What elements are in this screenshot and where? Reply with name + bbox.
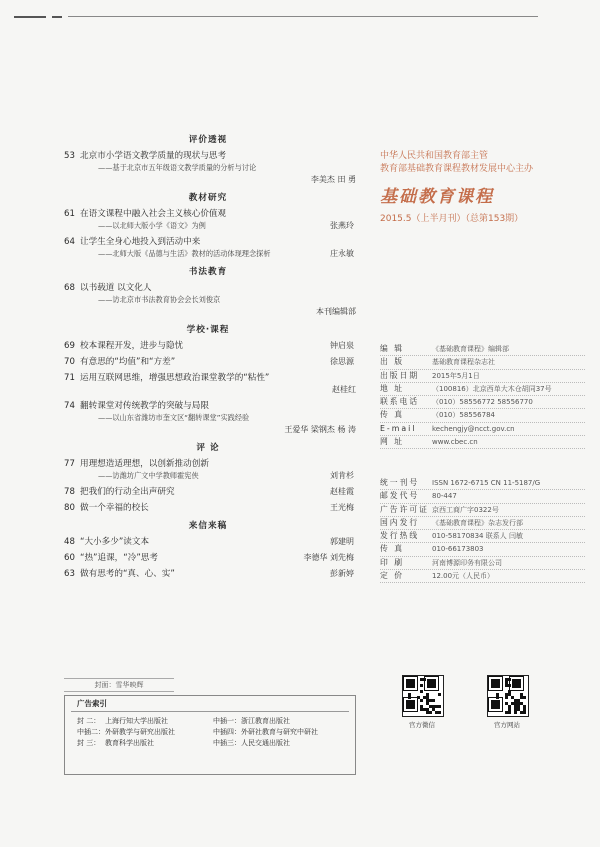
ad-value: 教育科学出版社 bbox=[105, 739, 154, 747]
page-number: 70 bbox=[64, 357, 75, 367]
qr-module bbox=[429, 711, 432, 714]
page-number: 78 bbox=[64, 487, 75, 497]
qr-finder bbox=[406, 679, 415, 688]
article-subtitle: ——访潍坊广文中学教师霍宪侠 bbox=[98, 471, 199, 480]
article-title: “热”追课，“冷”思考 bbox=[80, 553, 158, 563]
qr-finder bbox=[491, 679, 500, 688]
section-heading: 评 论 bbox=[196, 443, 220, 453]
info-row bbox=[380, 409, 585, 422]
info-value: 010-58170834 联系人 闫敏 bbox=[432, 532, 523, 541]
article-title: 运用互联网思维，增强思想政治课堂教学的“粘性” bbox=[80, 373, 270, 383]
article-author: 李美杰 田 勇 bbox=[310, 175, 356, 184]
masthead bbox=[380, 150, 585, 224]
page-number: 74 bbox=[64, 401, 75, 411]
toc-entry bbox=[58, 400, 358, 436]
article-title: 用理想造适理想，以创新推动创新 bbox=[80, 459, 209, 469]
article-subtitle: ——北师大版《品德与生活》教材的活动体现理念探析 bbox=[98, 249, 271, 258]
info-row bbox=[380, 504, 585, 517]
info-value: 基础教育课程杂志社 bbox=[432, 358, 495, 367]
article-title: 校本课程开发，进步与隐忧 bbox=[80, 341, 184, 351]
article-author: 李德华 刘先梅 bbox=[303, 553, 354, 562]
article-title: 有意思的“均值”和“方差” bbox=[80, 357, 176, 367]
info-label: 地 址 bbox=[380, 383, 405, 393]
info-value: 《基础教育课程》编辑部 bbox=[432, 345, 509, 353]
section-heading: 书法教育 bbox=[188, 267, 228, 277]
info-value: 80-447 bbox=[432, 492, 457, 501]
article-author: 张燕玲 bbox=[330, 221, 354, 230]
edge-mark bbox=[14, 16, 46, 18]
info-row bbox=[380, 436, 585, 449]
ad-value: 浙江教育出版社 bbox=[241, 717, 290, 725]
info-value: （100816）北京西单大木仓胡同37号 bbox=[432, 384, 552, 393]
issue-number: 2015.5（上半月刊）（总第153期） bbox=[380, 214, 524, 224]
top-edge-bar bbox=[0, 8, 600, 30]
section-heading: 学校·课程 bbox=[186, 325, 230, 335]
info-row bbox=[380, 517, 585, 530]
article-author: 庄永敏 bbox=[330, 249, 354, 258]
info-row bbox=[380, 490, 585, 503]
qr-module bbox=[523, 711, 526, 714]
journal-title: 基础教育课程 bbox=[380, 187, 494, 207]
article-author: 赵桂红 bbox=[332, 385, 356, 394]
page-number: 48 bbox=[64, 537, 75, 547]
info-value: （010）58556772 58556770 bbox=[432, 398, 533, 407]
info-value: kechengjy@ncct.gov.cn bbox=[432, 424, 515, 433]
ad-label: 封 二： bbox=[77, 717, 101, 725]
page-number: 64 bbox=[64, 237, 75, 247]
qr-module bbox=[508, 678, 511, 681]
ad-row bbox=[77, 727, 318, 738]
article-subtitle: ——以山东省潍坊市奎文区“翻转课堂”实践经验 bbox=[98, 413, 250, 422]
article-author: 郭建明 bbox=[330, 537, 354, 546]
ad-value: 上海行知大学出版社 bbox=[105, 717, 168, 725]
page-number: 61 bbox=[64, 209, 75, 219]
info-value: （010）58556784 bbox=[432, 411, 495, 420]
page-number: 77 bbox=[64, 459, 75, 469]
toc-entry bbox=[58, 208, 358, 232]
article-title: 做一个幸福的校长 bbox=[80, 503, 149, 513]
info-label: 传 真 bbox=[380, 544, 405, 554]
ad-value: 外研社教育与研究中研社 bbox=[241, 728, 318, 736]
info-value: 《基础教育课程》杂志发行部 bbox=[432, 518, 523, 527]
article-author: 彭新婷 bbox=[330, 569, 354, 578]
info-label: 邮发代号 bbox=[380, 491, 420, 501]
qr-module bbox=[508, 711, 511, 714]
article-title: 在语文课程中融入社会主义核心价值观 bbox=[80, 209, 227, 219]
info-row bbox=[380, 423, 585, 436]
toc-entry bbox=[58, 340, 358, 352]
info-row bbox=[380, 396, 585, 409]
toc-entry bbox=[58, 236, 358, 260]
cover-caption: 封面：雪华映辉 bbox=[64, 678, 174, 692]
article-title: 以书载道 以文化人 bbox=[80, 283, 152, 293]
page-number: 71 bbox=[64, 373, 75, 383]
article-title: 翻转课堂对传统教学的突破与局限 bbox=[80, 401, 209, 411]
info-row bbox=[380, 383, 585, 396]
divider bbox=[71, 711, 349, 712]
info-value: 河南博源印务有限公司 bbox=[432, 558, 502, 567]
qr-module bbox=[408, 696, 411, 699]
article-title: 让学生全身心地投入到活动中来 bbox=[80, 237, 201, 247]
article-author: 王爱华 梁钢杰 杨 涛 bbox=[284, 425, 356, 434]
ad-index-title: 广告索引 bbox=[77, 699, 107, 708]
qr-finder bbox=[491, 700, 500, 709]
info-row bbox=[380, 543, 585, 556]
page-number: 60 bbox=[64, 553, 75, 563]
toc-entry bbox=[58, 372, 358, 396]
article-author: 钟启泉 bbox=[330, 341, 354, 350]
article-title: 北京市小学语文教学质量的现状与思考 bbox=[80, 151, 227, 161]
info-value: 010-66173803 bbox=[432, 545, 484, 554]
subtitle-row bbox=[58, 412, 358, 424]
info-label: 出 版 bbox=[380, 357, 405, 367]
info-value: 2015年5月1日 bbox=[432, 371, 480, 380]
info-value: 京西工商广字0322号 bbox=[432, 505, 499, 514]
qr-module bbox=[423, 678, 426, 681]
page-number: 68 bbox=[64, 283, 75, 293]
article-subtitle: ——访北京市书法教育协会会长刘俊京 bbox=[98, 295, 221, 304]
article-title: “大小多少”读文本 bbox=[80, 537, 150, 547]
article-author: 徐思源 bbox=[330, 357, 354, 366]
info-value: ISSN 1672-6715 CN 11-5187/G bbox=[432, 479, 541, 487]
page-number: 63 bbox=[64, 569, 75, 579]
toc-entry bbox=[58, 150, 358, 186]
registration-info bbox=[380, 477, 585, 583]
edge-line bbox=[68, 16, 538, 17]
qr-module bbox=[508, 684, 511, 687]
qr-finder bbox=[427, 679, 436, 688]
subtitle-row bbox=[58, 470, 358, 482]
page-number: 53 bbox=[64, 151, 75, 161]
toc-entry bbox=[58, 356, 358, 368]
qr-caption: 官方微信 bbox=[409, 721, 435, 729]
subtitle-row bbox=[58, 248, 358, 260]
info-row bbox=[380, 570, 585, 583]
ad-label: 封 三： bbox=[77, 739, 101, 747]
qr-module bbox=[496, 696, 499, 699]
info-label: 统一刊号 bbox=[380, 478, 420, 487]
qr-module bbox=[438, 711, 441, 714]
subtitle-row bbox=[58, 220, 358, 232]
qr-module bbox=[420, 690, 423, 693]
ad-label: 中插二： bbox=[77, 728, 105, 736]
toc-entry bbox=[58, 282, 358, 318]
table-of-contents bbox=[58, 128, 358, 584]
qr-module bbox=[438, 705, 441, 708]
ad-label: 中插一： bbox=[213, 717, 241, 725]
qr-module bbox=[523, 696, 526, 699]
toc-entry bbox=[58, 536, 358, 548]
qr-module bbox=[438, 693, 441, 696]
article-author: 本刊编辑部 bbox=[316, 307, 356, 316]
ad-value: 人民交通出版社 bbox=[241, 739, 290, 747]
section-heading: 来信来稿 bbox=[188, 521, 228, 531]
subtitle-row bbox=[58, 162, 358, 174]
qr-module bbox=[432, 699, 435, 702]
info-row bbox=[380, 530, 585, 543]
toc-entry bbox=[58, 486, 358, 498]
qr-module bbox=[514, 711, 517, 714]
publication-info bbox=[380, 343, 585, 449]
info-label: 发行热线 bbox=[380, 531, 420, 541]
toc-entry bbox=[58, 552, 358, 564]
section-heading: 评价透视 bbox=[188, 135, 228, 145]
subtitle-row bbox=[58, 294, 358, 306]
qr-module bbox=[420, 699, 423, 702]
toc-entry bbox=[58, 568, 358, 580]
section-heading: 教材研究 bbox=[188, 193, 228, 203]
info-label: 网 址 bbox=[380, 437, 405, 447]
wechat-qr-code bbox=[402, 675, 444, 717]
page-number: 69 bbox=[64, 341, 75, 351]
info-label: 传 真 bbox=[380, 410, 405, 420]
info-value: www.cbec.cn bbox=[432, 438, 478, 447]
article-title: 做有思考的“真、心、实” bbox=[80, 569, 175, 579]
info-label: 定 价 bbox=[380, 571, 405, 581]
info-label: 编 辑 bbox=[380, 344, 405, 353]
edge-mark bbox=[52, 16, 62, 18]
article-author: 刘肯杉 bbox=[330, 471, 354, 480]
info-row bbox=[380, 557, 585, 570]
sponsor-line: 教育部基础教育课程教材发展中心主办 bbox=[380, 164, 534, 174]
info-row bbox=[380, 477, 585, 490]
ad-row bbox=[77, 738, 290, 749]
qr-finder bbox=[406, 700, 415, 709]
info-label: E-mail bbox=[380, 423, 417, 433]
info-value: 12.00元（人民币） bbox=[432, 572, 495, 581]
ad-label: 中插四： bbox=[213, 728, 241, 736]
article-author: 赵桂霞 bbox=[330, 487, 354, 496]
article-author: 王光梅 bbox=[330, 503, 354, 512]
qr-caption: 官方网站 bbox=[494, 721, 520, 729]
ad-label: 中插三： bbox=[213, 739, 241, 747]
ad-value: 外研教学与研究出版社 bbox=[105, 728, 175, 736]
qr-finder bbox=[512, 679, 521, 688]
info-row bbox=[380, 370, 585, 383]
article-subtitle: ——基于北京市五年级语文教学质量的分析与讨论 bbox=[98, 163, 257, 172]
info-label: 国内发行 bbox=[380, 517, 420, 527]
qr-module bbox=[505, 696, 508, 699]
info-row bbox=[380, 343, 585, 356]
info-label: 联系电话 bbox=[380, 397, 420, 407]
article-subtitle: ——以北师大版小学《语文》为例 bbox=[98, 221, 206, 230]
article-title: 把我们的行动全出声研究 bbox=[80, 487, 175, 497]
toc-entry bbox=[58, 502, 358, 514]
website-qr-code bbox=[487, 675, 529, 717]
info-row bbox=[380, 356, 585, 369]
info-label: 广告许可证 bbox=[380, 504, 429, 514]
qr-module bbox=[420, 684, 423, 687]
toc-entry bbox=[58, 458, 358, 482]
sponsor-line: 中华人民共和国教育部主管 bbox=[380, 151, 489, 161]
info-label: 出版日期 bbox=[380, 370, 420, 380]
page-number: 80 bbox=[64, 503, 75, 513]
ad-index bbox=[64, 695, 356, 775]
ad-row bbox=[77, 716, 290, 727]
info-label: 印 刷 bbox=[380, 557, 405, 567]
